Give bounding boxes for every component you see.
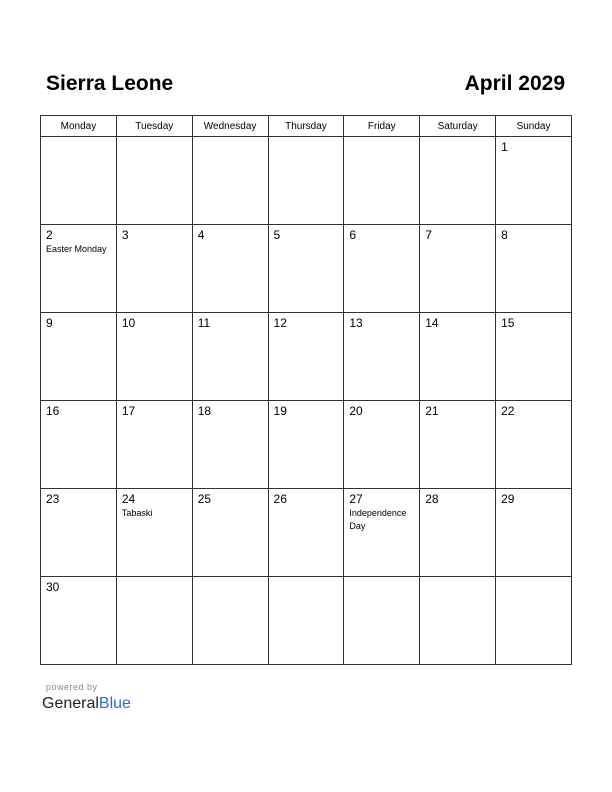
day-number: 29 xyxy=(501,492,515,506)
calendar-empty-cell xyxy=(344,577,420,665)
calendar-day-cell xyxy=(192,401,268,489)
calendar-day-cell xyxy=(420,401,496,489)
calendar-empty-cell xyxy=(192,137,268,225)
day-number: 9 xyxy=(46,316,53,330)
day-number: 12 xyxy=(273,316,287,330)
calendar-empty-cell xyxy=(268,577,344,665)
calendar-month-title: April 2029 xyxy=(464,72,565,95)
calendar-day-cell xyxy=(496,313,572,401)
day-number: 28 xyxy=(425,492,439,506)
calendar-grid xyxy=(40,115,572,665)
holiday-label: Independence Day xyxy=(349,508,407,531)
calendar-day-cell xyxy=(116,401,192,489)
calendar-day-cell xyxy=(344,313,420,401)
calendar-country-title: Sierra Leone xyxy=(46,72,174,95)
day-number: 30 xyxy=(46,580,60,594)
day-number: 17 xyxy=(121,404,136,418)
holiday-label: Easter Monday xyxy=(46,244,107,254)
calendar-week-row xyxy=(41,137,572,225)
day-number: 14 xyxy=(425,316,439,330)
day-number: 18 xyxy=(197,404,212,418)
calendar-empty-cell xyxy=(344,137,420,225)
calendar-empty-cell xyxy=(192,577,268,665)
calendar-day-cell xyxy=(344,489,420,577)
day-number: 19 xyxy=(273,404,287,418)
day-number: 27 xyxy=(349,492,363,506)
day-number: 8 xyxy=(501,228,508,242)
day-number: 4 xyxy=(197,228,205,242)
calendar-day-cell xyxy=(116,225,192,313)
day-number: 15 xyxy=(501,316,515,330)
calendar-week-row xyxy=(41,489,572,577)
day-number: 22 xyxy=(501,404,515,418)
day-number: 1 xyxy=(501,140,508,154)
day-number: 26 xyxy=(273,492,287,506)
day-number: 13 xyxy=(349,316,363,330)
calendar-day-cell xyxy=(420,489,496,577)
calendar-day-cell xyxy=(344,225,420,313)
calendar-day-cell xyxy=(268,489,344,577)
day-number: 7 xyxy=(425,228,432,242)
calendar-week-row xyxy=(41,401,572,489)
calendar-week-row xyxy=(41,225,572,313)
day-number: 5 xyxy=(273,228,281,242)
day-number: 24 xyxy=(121,492,136,506)
calendar-empty-cell xyxy=(420,137,496,225)
calendar-day-cell xyxy=(41,401,117,489)
day-number: 16 xyxy=(46,404,60,418)
day-number: 11 xyxy=(197,316,211,330)
day-number: 2 xyxy=(46,228,53,242)
calendar-day-cell xyxy=(41,577,117,665)
calendar-empty-cell xyxy=(41,137,117,225)
calendar-day-cell xyxy=(192,489,268,577)
day-number: 23 xyxy=(46,492,60,506)
calendar-day-cell xyxy=(496,225,572,313)
day-number: 21 xyxy=(425,404,439,418)
powered-by-label: powered by xyxy=(46,682,98,692)
calendar-day-cell xyxy=(268,225,344,313)
calendar-day-cell xyxy=(420,225,496,313)
holiday-label: Tabaski xyxy=(121,508,153,518)
day-number: 6 xyxy=(349,228,357,242)
weekday-saturday: Saturday xyxy=(420,116,496,137)
calendar-empty-cell xyxy=(116,577,192,665)
calendar-day-cell xyxy=(344,401,420,489)
calendar-empty-cell xyxy=(420,577,496,665)
weekday-friday: Friday xyxy=(344,116,420,137)
calendar-day-cell xyxy=(41,313,117,401)
weekday-header-row xyxy=(41,116,572,137)
calendar-empty-cell xyxy=(496,577,572,665)
day-number: 10 xyxy=(121,316,136,330)
calendar-day-cell xyxy=(496,137,572,225)
calendar-empty-cell xyxy=(116,137,192,225)
weekday-monday: Monday xyxy=(41,116,117,137)
calendar-day-cell xyxy=(192,225,268,313)
calendar-day-cell xyxy=(116,313,192,401)
day-number: 20 xyxy=(349,404,363,418)
logo-text-general: General xyxy=(42,695,99,712)
day-number: 25 xyxy=(197,492,212,506)
calendar-day-cell xyxy=(41,225,117,313)
calendar-empty-cell xyxy=(268,137,344,225)
calendar-day-cell xyxy=(41,489,117,577)
calendar-week-row xyxy=(41,577,572,665)
calendar-day-cell xyxy=(496,489,572,577)
weekday-wednesday: Wednesday xyxy=(192,116,268,137)
logo-text-blue: Blue xyxy=(98,695,131,712)
calendar-day-cell xyxy=(268,313,344,401)
calendar-day-cell xyxy=(420,313,496,401)
generalblue-logo[interactable] xyxy=(42,694,131,714)
calendar-day-cell xyxy=(192,313,268,401)
weekday-thursday: Thursday xyxy=(268,116,344,137)
calendar-week-row xyxy=(41,313,572,401)
day-number: 3 xyxy=(121,228,129,242)
calendar-day-cell xyxy=(268,401,344,489)
weekday-sunday: Sunday xyxy=(496,116,572,137)
calendar-day-cell xyxy=(116,489,192,577)
calendar-day-cell xyxy=(496,401,572,489)
weekday-tuesday: Tuesday xyxy=(116,116,192,137)
